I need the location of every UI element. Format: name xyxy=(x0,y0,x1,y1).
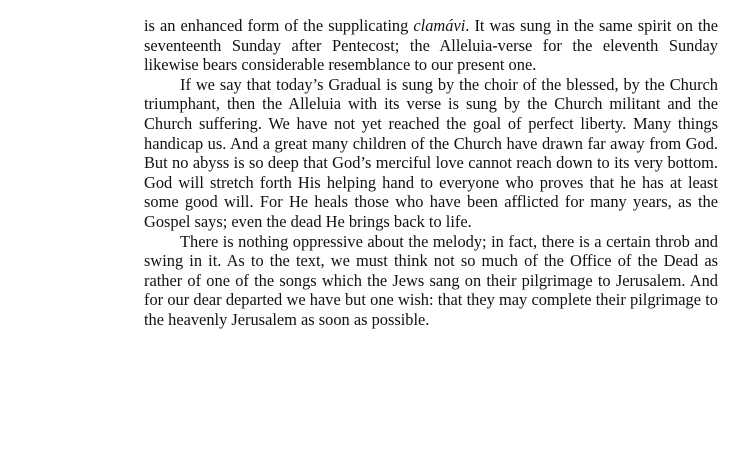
paragraph-continuation xyxy=(144,16,718,75)
italic-term-clamavi: clamávi xyxy=(413,16,466,35)
paragraph-1-text-end: . It was sung in the same spirit on the seventeenth Sunday after Pentecost; the Alleluia-verse for the eleventh Sunday likewise bears considerable resemblance to our present one. xyxy=(144,16,718,75)
paragraph-melody: There is nothing oppressive about the melody; in fact, there is a certain throb and swing in it. As to the text, we must think not so much of the Office of the Dead as rather of one of the songs which the Jews sang on their pilgrimage to Jerusalem. And for our dear departed we have but one wish: that they may complete their pilgrimage to the heavenly Jerusalem as soon as possible. xyxy=(144,231,718,329)
page-text-block xyxy=(144,16,718,330)
paragraph-gradual-alleluia: If we say that today’s Gradual is sung by the choir of the blessed, by the Church triumphant, then the Alleluia with its verse is sung by the Church militant and the Church suffering. We have not yet reached the goal of perfect liberty. Many things handicap us. And a great many children of the Church have drawn far away from God. But no abyss is so deep that God’s merciful love cannot reach down to its very bottom. God will stretch forth His helping hand to everyone who proves that he has at least some good will. For He heals those who have been afflicted for many years, as the Gospel says; even the dead He brings back to life. xyxy=(144,74,718,231)
paragraph-1-text-start: is an enhanced form of the supplicating xyxy=(144,16,414,35)
